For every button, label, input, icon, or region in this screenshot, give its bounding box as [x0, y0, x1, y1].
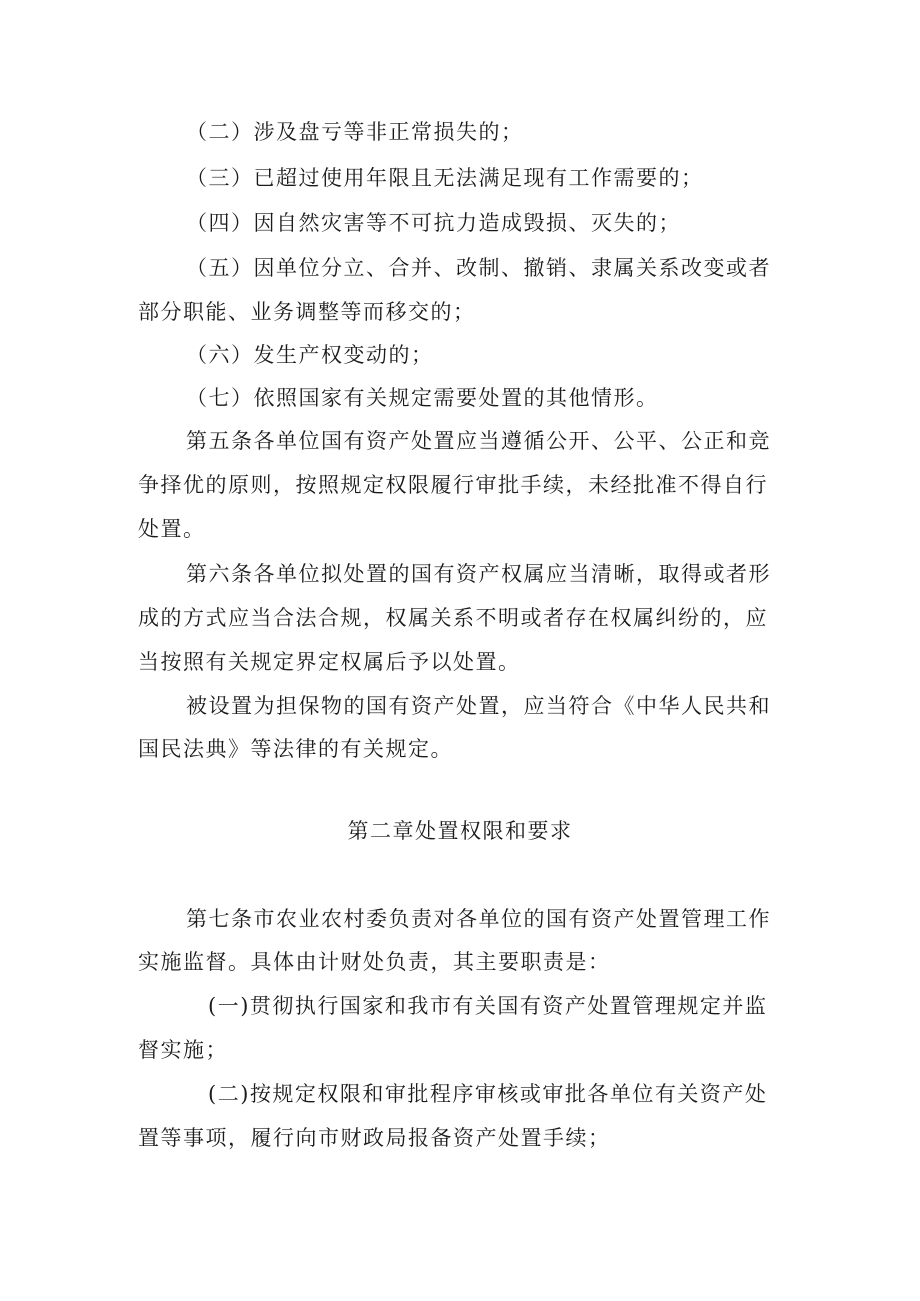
article-6-line-1: 第六条各单位拟处置的国有资产权属应当清晰，取得或者形 — [186, 562, 771, 586]
article-7-line-1: 第七条市农业农村委负责对各单位的国有资产处置管理工作 — [186, 907, 771, 931]
article-5-line-1: 第五条各单位国有资产处置应当遵循公开、公平、公正和竞 — [186, 429, 771, 453]
duty-item-1-line-1: (一)贯彻执行国家和我市有关国有资产处置管理规定并监 — [208, 994, 768, 1018]
duty-item-2-line-2: 置等事项，履行向市财政局报备资产处置手续； — [138, 1126, 611, 1150]
article-6-line-3: 当按照有关规定界定权属后予以处置。 — [138, 650, 521, 674]
clause-item-7: （七）依照国家有关规定需要处置的其他情形。 — [186, 386, 659, 410]
duty-item-2-line-1: (二)按规定权限和审批程序审核或审批各单位有关资产处 — [208, 1082, 768, 1106]
collateral-paragraph-line-2: 国民法典》等法律的有关规定。 — [138, 737, 453, 761]
article-5-line-3: 处置。 — [138, 517, 206, 541]
article-6-line-2: 成的方式应当合法合规，权属关系不明或者存在权属纠纷的，应 — [138, 606, 768, 630]
article-7-line-2: 实施监督。具体由计财处负责，其主要职责是： — [138, 950, 611, 974]
clause-item-5-continuation: 部分职能、业务调整等而移交的； — [138, 300, 476, 324]
clause-item-6: （六）发生产权变动的； — [186, 343, 434, 367]
collateral-paragraph-line-1: 被设置为担保物的国有资产处置，应当符合《中华人民共和 — [186, 694, 771, 718]
duty-item-1-line-2: 督实施； — [138, 1038, 228, 1062]
article-5-line-2: 争择优的原则，按照规定权限履行审批手续，未经批准不得自行 — [138, 473, 768, 497]
clause-item-4: （四）因自然灾害等不可抗力造成毁损、灭失的； — [186, 211, 681, 235]
clause-item-5: （五）因单位分立、合并、改制、撤销、隶属关系改变或者 — [186, 256, 771, 280]
clause-item-2: （二）涉及盘亏等非正常损失的； — [186, 120, 524, 144]
chapter-2-heading: 第二章处置权限和要求 — [347, 819, 573, 843]
clause-item-3: （三）已超过使用年限且无法满足现有工作需要的； — [186, 166, 704, 190]
